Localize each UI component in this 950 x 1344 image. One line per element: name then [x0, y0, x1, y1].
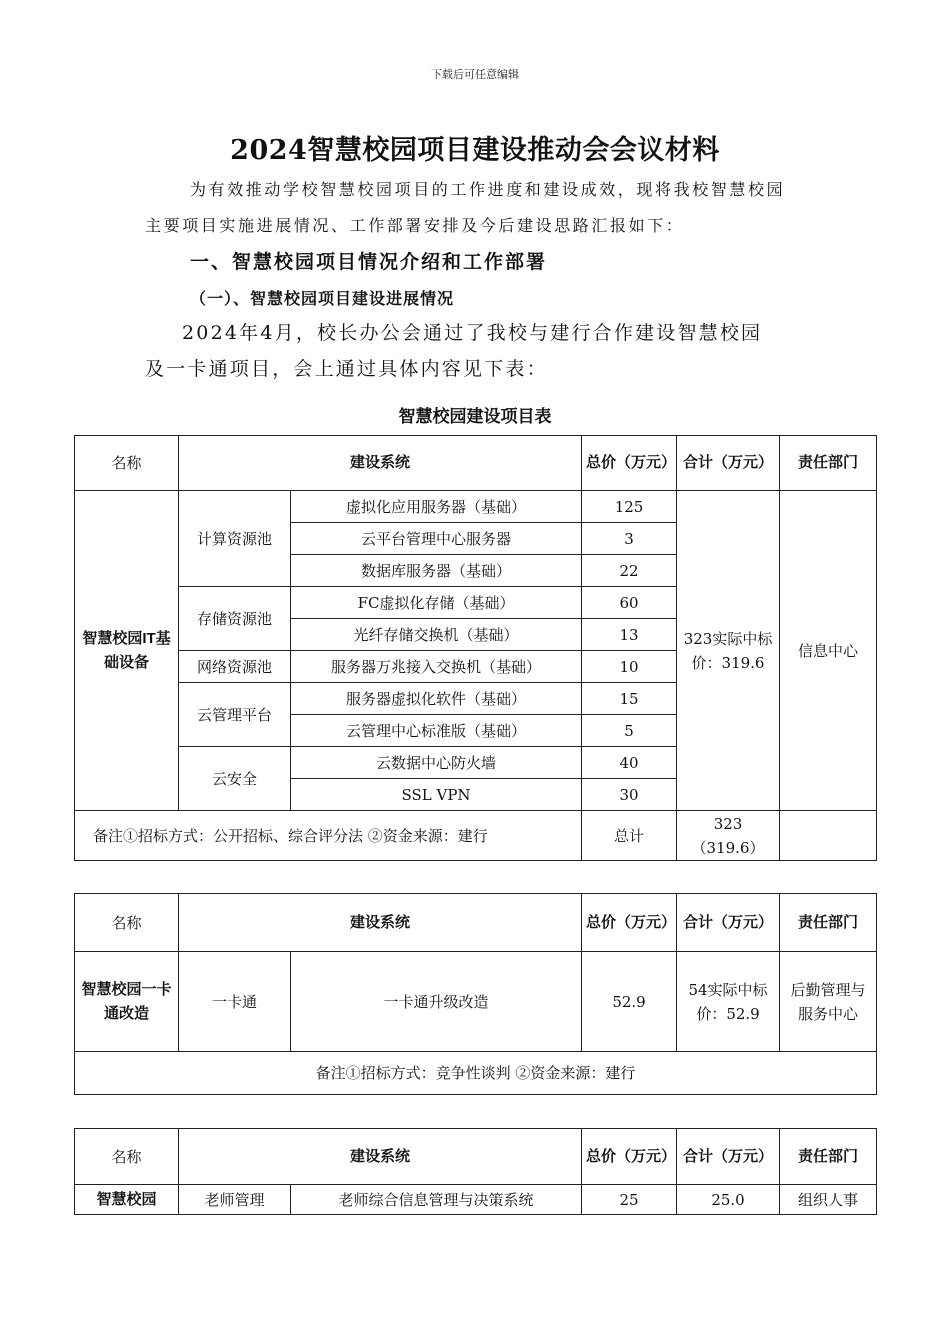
header-dept: 责任部门: [780, 894, 877, 952]
item-price: 60: [582, 587, 677, 619]
note-cell: 备注①招标方式：竞争性谈判 ②资金来源：建行: [75, 1052, 877, 1095]
project-name: 智慧校园一卡通改造: [75, 952, 179, 1052]
item-price: 15: [582, 683, 677, 715]
note-row: [75, 811, 877, 861]
table-row: [75, 952, 877, 1052]
project-name: 智慧校园: [75, 1185, 179, 1215]
section-heading-2: （一）、智慧校园项目建设进展情况: [190, 289, 455, 308]
header-system: 建设系统: [179, 894, 582, 952]
header-name: 名称: [75, 1129, 179, 1185]
item-price: 22: [582, 555, 677, 587]
note-cell: 备注①招标方式：公开招标、综合评分法 ②资金来源：建行: [75, 811, 582, 861]
item-price: 25: [582, 1185, 677, 1215]
item-price: 52.9: [582, 952, 677, 1052]
header-total-price: 总价（万元）: [582, 1129, 677, 1185]
total-label: 总计: [582, 811, 677, 861]
item-name: 云平台管理中心服务器: [291, 523, 582, 555]
table-header-row: [75, 1129, 877, 1185]
header-system: 建设系统: [179, 436, 582, 491]
item-price: 10: [582, 651, 677, 683]
group-name: 老师管理: [179, 1185, 291, 1215]
subtotal-cell: 25.0: [677, 1185, 780, 1215]
table-row: [75, 491, 877, 523]
item-name: SSL VPN: [291, 779, 582, 811]
item-name: FC虚拟化存储（基础）: [291, 587, 582, 619]
table-header-row: [75, 894, 877, 952]
table-row: [75, 1185, 877, 1215]
item-price: 3: [582, 523, 677, 555]
subtotal-cell: 323实际中标价：319.6: [677, 491, 780, 811]
item-name: 云管理中心标准版（基础）: [291, 715, 582, 747]
item-name: 老师综合信息管理与决策系统: [291, 1185, 582, 1215]
item-name: 虚拟化应用服务器（基础）: [291, 491, 582, 523]
header-name: 名称: [75, 436, 179, 491]
project-table-1: [74, 435, 877, 861]
group-name: 云管理平台: [179, 683, 291, 747]
group-name: 云安全: [179, 747, 291, 811]
item-name: 服务器万兆接入交换机（基础）: [291, 651, 582, 683]
item-name: 服务器虚拟化软件（基础）: [291, 683, 582, 715]
note-row: [75, 1052, 877, 1095]
header-dept: 责任部门: [780, 436, 877, 491]
item-price: 30: [582, 779, 677, 811]
header-system: 建设系统: [179, 1129, 582, 1185]
project-name: 智慧校园IT基础设备: [75, 491, 179, 811]
header-name: 名称: [75, 894, 179, 952]
header-dept: 责任部门: [780, 1129, 877, 1185]
intro-line-1: 为有效推动学校智慧校园项目的工作进度和建设成效，现将我校智慧校园: [190, 180, 786, 199]
dept-cell: 信息中心: [780, 491, 877, 811]
dept-cell: 后勤管理与服务中心: [780, 952, 877, 1052]
watermark: 下载后可任意编辑: [431, 68, 519, 81]
document-title: 2024智慧校园项目建设推动会会议材料: [230, 135, 720, 166]
section-heading-1: 一、智慧校园项目情况介绍和工作部署: [190, 251, 548, 273]
intro-line-2: 主要项目实施进展情况、工作部署安排及今后建设思路汇报如下：: [145, 216, 685, 235]
table-header-row: [75, 436, 877, 491]
item-name: 一卡通升级改造: [291, 952, 582, 1052]
group-name: 一卡通: [179, 952, 291, 1052]
project-table-2: [74, 893, 877, 1095]
item-price: 125: [582, 491, 677, 523]
total-value: 323（319.6）: [677, 811, 780, 861]
item-price: 13: [582, 619, 677, 651]
paragraph-2-line-1: 2024年4月，校长办公会通过了我校与建行合作建设智慧校园: [182, 322, 763, 344]
item-price: 5: [582, 715, 677, 747]
item-name: 光纤存储交换机（基础）: [291, 619, 582, 651]
table-caption: 智慧校园建设项目表: [398, 407, 552, 426]
header-subtotal: 合计（万元）: [677, 894, 780, 952]
header-subtotal: 合计（万元）: [677, 1129, 780, 1185]
header-total-price: 总价（万元）: [582, 894, 677, 952]
subtotal-cell: 54实际中标价：52.9: [677, 952, 780, 1052]
dept-cell: 组织人事: [780, 1185, 877, 1215]
group-name: 存储资源池: [179, 587, 291, 651]
item-price: 40: [582, 747, 677, 779]
item-name: 数据库服务器（基础）: [291, 555, 582, 587]
header-subtotal: 合计（万元）: [677, 436, 780, 491]
group-name: 网络资源池: [179, 651, 291, 683]
header-total-price: 总价（万元）: [582, 436, 677, 491]
project-table-3: [74, 1128, 877, 1215]
paragraph-2-line-2: 及一卡通项目，会上通过具体内容见下表：: [145, 358, 548, 380]
group-name: 计算资源池: [179, 491, 291, 587]
item-name: 云数据中心防火墙: [291, 747, 582, 779]
empty-cell: [780, 811, 877, 861]
